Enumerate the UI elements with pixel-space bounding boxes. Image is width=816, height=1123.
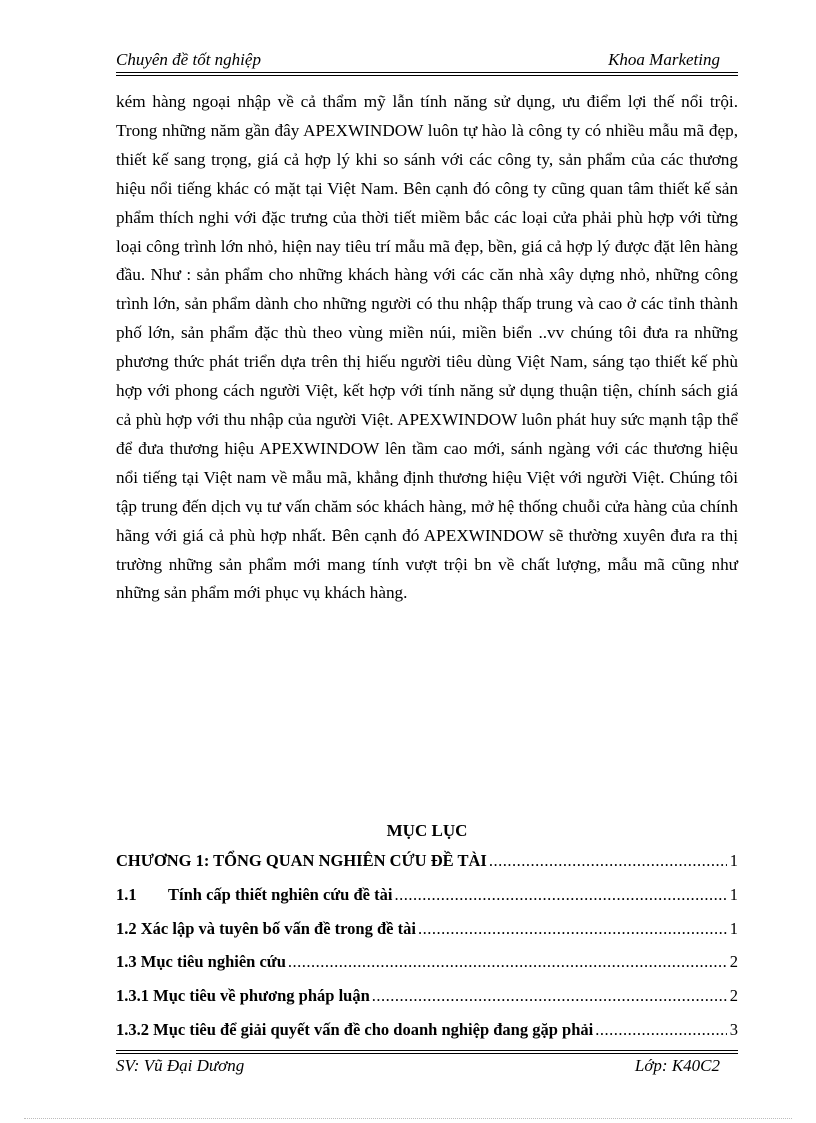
body-text [116,88,738,608]
toc-entry-1-3-1[interactable] [116,984,738,1018]
toc-entry-1-3-2[interactable] [116,1018,738,1052]
toc-entry-1-3[interactable] [116,950,738,984]
toc-entry-page: 2 [729,986,738,1006]
footer-rule-double [116,1053,738,1054]
body-paragraph: kém hàng ngoại nhập về cả thẩm mỹ lẫn tính năng sử dụng, ưu điểm lợi thế nổi trội. Trong những năm gần đây APEXWINDOW luôn tự hào là công ty có nhiều mẫu mã đẹp, thiết kế sang trọng, giá cả hợp lý khi so sánh với các công ty, sản phẩm của các thương hiệu nổi tiếng khác có mặt tại Việt Nam. Bên cạnh đó công ty cũng quan tâm thiết kế sản phẩm thích nghi với đặc trưng của thời tiết miềm bắc các loại cửa phải phù hợp với từng loại công trình lớn nhỏ, hiện nay tiêu trí mẫu mã đẹp, bền, giá cả hợp lý được đặt lên hàng đầu. Như : sản phẩm cho những khách hàng với các căn nhà xây dựng nhỏ, những công trình lớn, sản phẩm dành cho những người có thu nhập thấp trung và cao ở các tỉnh thành phố lớn, sản phẩm đặc thù theo vùng miền núi, miền biển ..vv chúng tôi đưa ra những phương thức phát triển dựa trên thị hiếu người tiêu dùng Việt Nam, sáng tạo thiết kế phù hợp với phong cách người Việt, kết hợp với tính năng sử dụng thuận tiện, chính sách giá cả phù hợp với thu nhập của người Việt. APEXWINDOW luôn phát huy sức mạnh tập thể để đưa thương hiệu APEXWINDOW lên tầm cao mới, sánh ngàng với các thương hiệu nổi tiếng tại Việt nam về mẫu mã, khẳng định thương hiệu Việt với người Việt. Chúng tôi tập trung đến dịch vụ tư vấn chăm sóc khách hàng, mở hệ thống chuỗi cửa hàng của chính hãng với giá cả phù hợp nhất. Bên cạnh đó APEXWINDOW sẽ thường xuyên đưa ra thị trường những sản phẩm mới mang tính vượt trội bn về chất lượng, mẫu mã cũng như những sản phẩm mới phục vụ khách hàng. [116,92,738,603]
toc-entry-page: 1 [729,918,738,938]
table-of-contents [116,849,738,1052]
toc-entry-text: CHƯƠNG 1: TỔNG QUAN NGHIÊN CỨU ĐỀ TÀI [116,851,487,870]
toc-entry-page: 3 [729,1019,738,1039]
toc-entry-1-1[interactable] [116,883,738,917]
toc-entry-text: 1.3.1 Mục tiêu về phương pháp luận [116,986,370,1006]
toc-title: MỤC LỤC [386,821,468,840]
header-faculty: Khoa Marketing [608,50,720,69]
header-rule-double [116,75,738,76]
toc-leader-dots [394,883,727,907]
footer-rule [116,1050,738,1051]
toc-entry-1-2[interactable] [116,917,738,951]
footer-class: Lớp: K40C2 [634,1056,720,1075]
toc-entry-text: 1.3.2 Mục tiêu để giải quyết vấn đề cho doanh nghiệp đang gặp phải [116,1019,594,1039]
toc-leader-dots [372,984,727,1008]
header-rule [116,72,738,73]
page-footer [116,1055,738,1077]
toc-entry-number: 1.1 [116,884,137,904]
toc-leader-dots [418,917,727,941]
toc-entry-page: 1 [729,851,738,870]
toc-entry-page: 1 [729,884,738,904]
page-header [116,49,738,71]
toc-entry-text: 1.3 Mục tiêu nghiên cứu [116,952,286,972]
toc-leader-dots [595,1018,727,1042]
toc-entry-text: 1.2 Xác lập và tuyên bố vấn đề trong đề tài [116,918,416,938]
page-bottom-dotted-line [24,1118,792,1119]
toc-leader-dots [489,849,727,873]
header-title: Chuyên đề tốt nghiệp [116,50,261,69]
toc-entry-page: 2 [729,952,738,972]
toc-entry-text: Tính cấp thiết nghiên cứu đề tài [168,884,393,904]
toc-entry-chapter-1[interactable] [116,849,738,883]
toc-leader-dots [288,950,727,974]
footer-student: SV: Vũ Đại Dương [116,1056,245,1075]
